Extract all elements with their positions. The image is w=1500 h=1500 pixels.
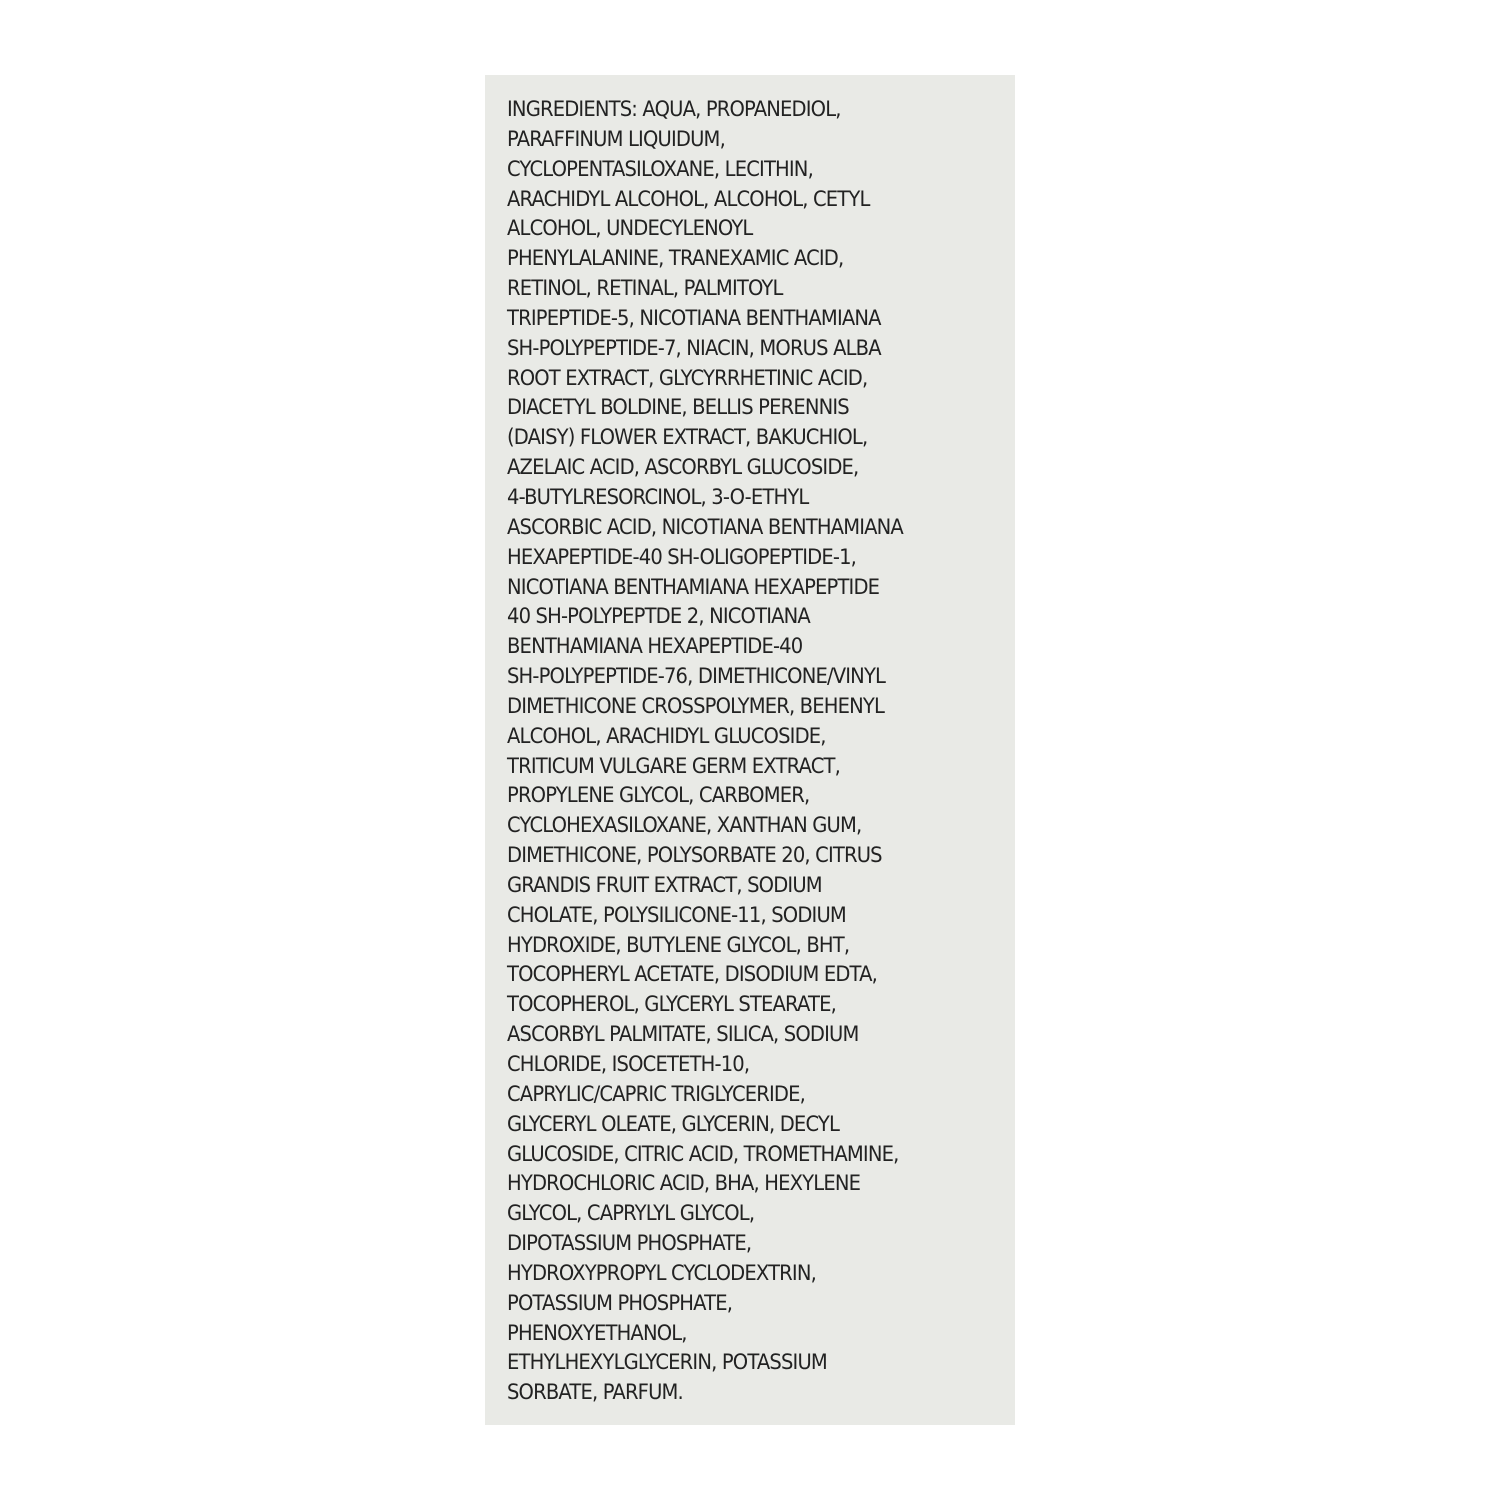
ingredient-text-line: ROOT EXTRACT, GLYCYRRHETINIC ACID,: [507, 365, 868, 390]
ingredient-text-line: HEXAPEPTIDE-40 SH-OLIGOPEPTIDE-1,: [507, 544, 857, 569]
ingredient-text-line: TRIPEPTIDE-5, NICOTIANA BENTHAMIANA: [507, 305, 881, 330]
ingredient-text-line: BENTHAMIANA HEXAPEPTIDE-40: [507, 634, 803, 659]
ingredient-text-line: HYDROXYPROPYL CYCLODEXTRIN,: [507, 1260, 816, 1285]
ingredients-text-block: [507, 95, 1015, 1408]
ingredient-text-line: GRANDIS FRUIT EXTRACT, SODIUM: [507, 872, 822, 897]
ingredient-text-line: PHENYLALANINE, TRANEXAMIC ACID,: [507, 246, 844, 271]
ingredient-text-line: HYDROCHLORIC ACID, BHA, HEXYLENE: [507, 1171, 861, 1196]
ingredient-text-line: POTASSIUM PHOSPHATE,: [507, 1290, 733, 1315]
ingredient-text-line: GLYCERYL OLEATE, GLYCERIN, DECYL: [507, 1111, 840, 1136]
ingredient-text-line: ALCOHOL, ARACHIDYL GLUCOSIDE,: [507, 723, 826, 748]
ingredient-text-line: 4-BUTYLRESORCINOL, 3-O-ETHYL: [507, 484, 809, 509]
ingredient-text-line: SH-POLYPEPTIDE-76, DIMETHICONE/VINYL: [507, 664, 886, 689]
ingredient-text-line: ASCORBIC ACID, NICOTIANA BENTHAMIANA: [507, 514, 903, 539]
ingredient-text-line: DIPOTASSIUM PHOSPHATE,: [507, 1231, 752, 1256]
ingredient-text-line: CYCLOPENTASILOXANE, LECITHIN,: [507, 156, 813, 181]
ingredient-text-line: SH-POLYPEPTIDE-7, NIACIN, MORUS ALBA: [507, 335, 881, 360]
ingredient-text-line: SORBATE, PARFUM.: [507, 1380, 683, 1405]
ingredient-text-line: PHENOXYETHANOL,: [507, 1320, 687, 1345]
ingredient-text-line: CHOLATE, POLYSILICONE-11, SODIUM: [507, 902, 846, 927]
ingredient-text-line: DIMETHICONE, POLYSORBATE 20, CITRUS: [507, 843, 882, 868]
ingredients-label-panel: [485, 75, 1015, 1425]
ingredient-text-line: HYDROXIDE, BUTYLENE GLYCOL, BHT,: [507, 932, 850, 957]
ingredient-text-line: DIMETHICONE CROSSPOLYMER, BEHENYL: [507, 693, 885, 718]
ingredient-text-line: GLUCOSIDE, CITRIC ACID, TROMETHAMINE,: [507, 1141, 899, 1166]
ingredient-text-line: ETHYLHEXYLGLYCERIN, POTASSIUM: [507, 1350, 827, 1375]
ingredient-text-line: NICOTIANA BENTHAMIANA HEXAPEPTIDE: [507, 574, 880, 599]
ingredient-text-line: PROPYLENE GLYCOL, CARBOMER,: [507, 783, 810, 808]
ingredient-text-line: ASCORBYL PALMITATE, SILICA, SODIUM: [507, 1022, 859, 1047]
ingredient-text-line: CAPRYLIC/CAPRIC TRIGLYCERIDE,: [507, 1081, 805, 1106]
ingredient-text-line: 40 SH-POLYPEPTDE 2, NICOTIANA: [507, 604, 810, 629]
ingredient-text-line: ALCOHOL, UNDECYLENOYL: [507, 216, 753, 241]
ingredient-text-line: TRITICUM VULGARE GERM EXTRACT,: [507, 753, 840, 778]
ingredient-text-line: ARACHIDYL ALCOHOL, ALCOHOL, CETYL: [507, 186, 870, 211]
ingredient-text-line: CYCLOHEXASILOXANE, XANTHAN GUM,: [507, 813, 862, 838]
ingredient-text-line: TOCOPHEROL, GLYCERYL STEARATE,: [507, 992, 836, 1017]
ingredient-text-line: RETINOL, RETINAL, PALMITOYL: [507, 276, 783, 301]
ingredient-text-line: INGREDIENTS: AQUA, PROPANEDIOL,: [507, 97, 841, 121]
ingredient-text-line: AZELAIC ACID, ASCORBYL GLUCOSIDE,: [507, 455, 859, 480]
ingredient-text-line: PARAFFINUM LIQUIDUM,: [507, 126, 725, 151]
ingredient-text-line: CHLORIDE, ISOCETETH-10,: [507, 1052, 750, 1076]
ingredient-text-line: GLYCOL, CAPRYLYL GLYCOL,: [507, 1201, 755, 1226]
ingredient-text-line: TOCOPHERYL ACETATE, DISODIUM EDTA,: [507, 962, 878, 987]
ingredient-text-line: DIACETYL BOLDINE, BELLIS PERENNIS: [507, 395, 849, 420]
ingredient-text-line: (DAISY) FLOWER EXTRACT, BAKUCHIOL,: [507, 425, 868, 450]
